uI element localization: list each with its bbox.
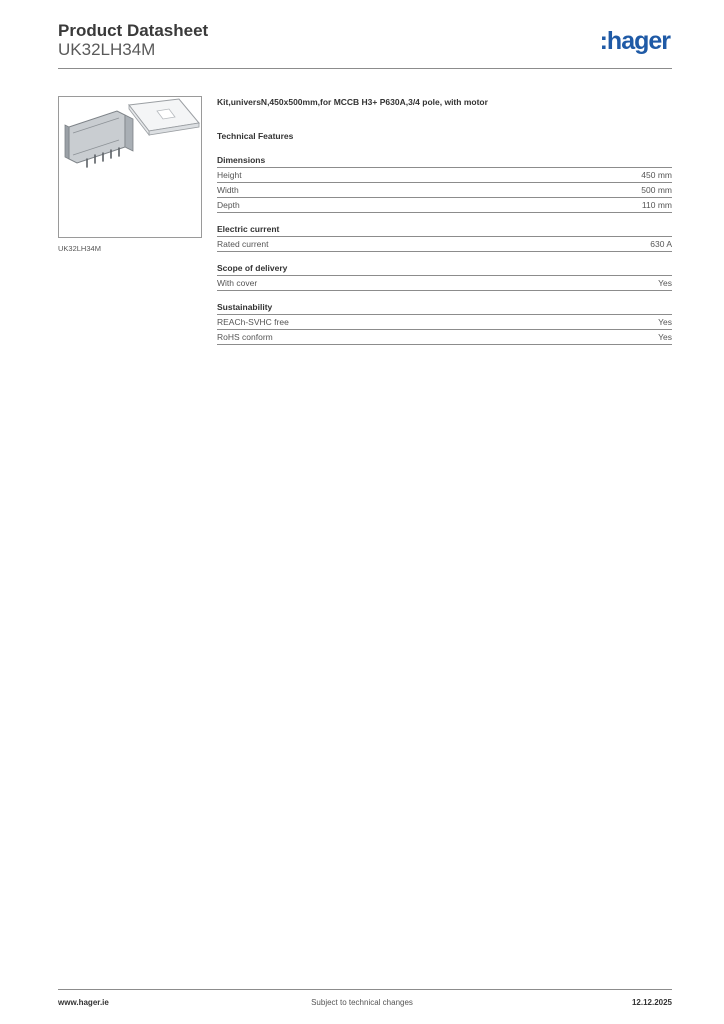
footer-note: Subject to technical changes <box>311 998 413 1007</box>
section-title: Scope of delivery <box>217 262 672 276</box>
product-description: Kit,universN,450x500mm,for MCCB H3+ P630A,3/4 pole, with motor <box>217 97 488 107</box>
spec-label: With cover <box>217 278 258 288</box>
section-title: Electric current <box>217 223 672 237</box>
spec-value: 630 A <box>650 239 672 249</box>
header <box>58 21 672 69</box>
spec-row <box>217 315 672 330</box>
spec-row <box>217 168 672 183</box>
spec-label: Rated current <box>217 239 269 249</box>
specification-content <box>217 96 672 345</box>
spec-label: Width <box>217 185 239 195</box>
spec-value: 500 mm <box>641 185 672 195</box>
spec-value: 110 mm <box>641 200 672 210</box>
spec-label: Height <box>217 170 242 180</box>
section-dimensions <box>217 154 672 213</box>
section-electric-current <box>217 223 672 252</box>
spec-row <box>217 198 672 213</box>
spec-row <box>217 237 672 252</box>
spec-row <box>217 183 672 198</box>
hager-logo: :hager <box>599 27 670 55</box>
product-photo-icon <box>59 97 201 237</box>
page-title: Product Datasheet <box>58 21 209 40</box>
spec-row <box>217 330 672 345</box>
spec-label: RoHS conform <box>217 332 273 342</box>
image-caption: UK32LH34M <box>58 244 101 253</box>
section-title: Dimensions <box>217 154 672 168</box>
spec-value: 450 mm <box>641 170 672 180</box>
section-sustainability <box>217 301 672 345</box>
spec-label: REACh-SVHC free <box>217 317 289 327</box>
technical-features-heading: Technical Features <box>217 131 294 141</box>
spec-row <box>217 276 672 291</box>
footer-date: 12.12.2025 <box>631 998 672 1007</box>
spec-value: Yes <box>658 278 672 288</box>
section-title: Sustainability <box>217 301 672 315</box>
footer-divider <box>58 989 672 990</box>
header-divider <box>58 68 672 69</box>
footer-website-link[interactable]: www.hager.ie <box>58 998 109 1007</box>
section-scope-of-delivery <box>217 262 672 291</box>
product-image <box>58 96 202 238</box>
spec-label: Depth <box>217 200 240 210</box>
product-code: UK32LH34M <box>58 40 156 59</box>
spec-value: Yes <box>658 332 672 342</box>
spec-value: Yes <box>658 317 672 327</box>
